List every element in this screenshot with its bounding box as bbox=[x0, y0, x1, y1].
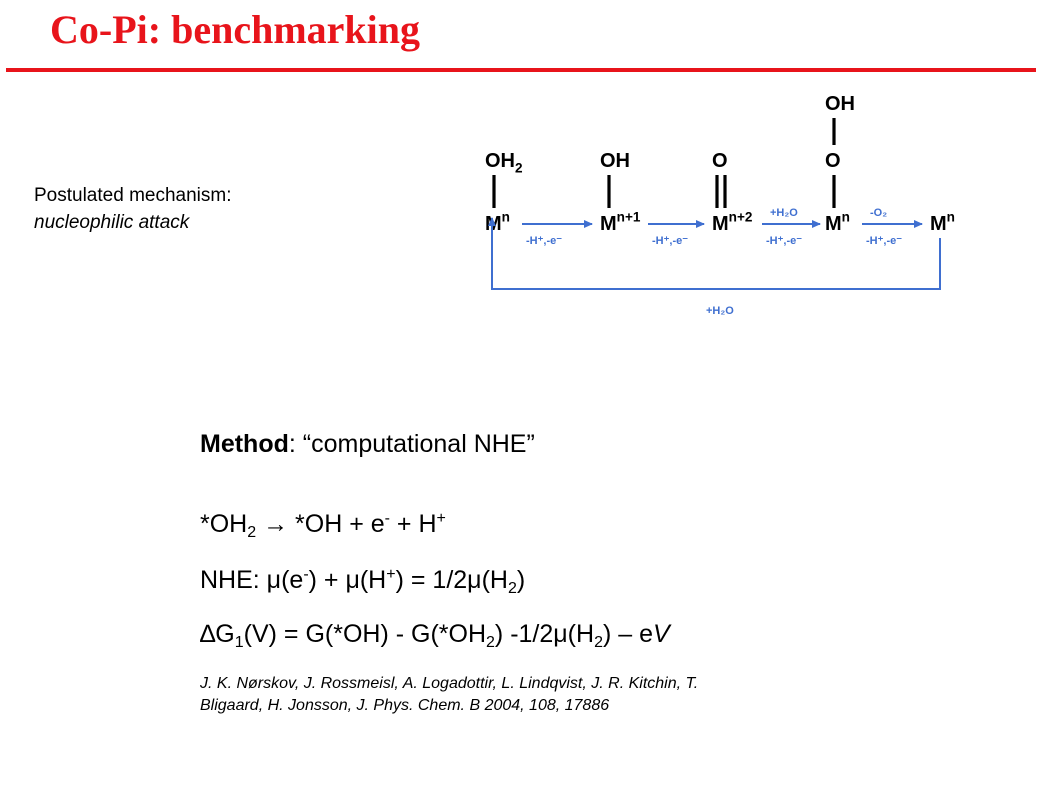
reaction-scheme bbox=[470, 82, 970, 327]
mechanism-caption-line1: Postulated mechanism: bbox=[34, 185, 232, 206]
ligand-label-2: OH bbox=[825, 93, 855, 115]
title-underline bbox=[6, 68, 1036, 72]
eq2-part: ) = 1/2μ(H bbox=[395, 566, 508, 594]
method-text: : “computational NHE” bbox=[288, 430, 535, 458]
eq2-sub: 2 bbox=[507, 580, 517, 597]
eq1-sup: + bbox=[436, 510, 446, 527]
species-4 bbox=[825, 93, 855, 235]
eq1-part: + H bbox=[389, 510, 437, 538]
reference bbox=[200, 673, 820, 717]
step-arrow-3 bbox=[762, 207, 820, 247]
eq2-sup: - bbox=[303, 566, 309, 583]
mechanism-caption bbox=[34, 182, 232, 236]
eq3-sub: 1 bbox=[234, 634, 244, 651]
return-label: +H₂O bbox=[706, 305, 734, 317]
ligand-label: OH bbox=[600, 150, 630, 172]
step-label-below: -H⁺,-e⁻ bbox=[866, 235, 903, 247]
eq1-sub: 2 bbox=[247, 524, 257, 541]
metal-label: $M^n$ bbox=[825, 209, 850, 235]
eq2-part: ) + μ(H bbox=[308, 566, 387, 594]
step-label-above: +H₂O bbox=[770, 207, 798, 219]
step-arrow-4 bbox=[862, 207, 922, 247]
species-2 bbox=[600, 150, 641, 235]
species-3 bbox=[712, 150, 753, 235]
ligand-label: O bbox=[712, 150, 728, 172]
step-arrow-2 bbox=[648, 224, 704, 247]
eq1-part: → *OH + e bbox=[256, 510, 385, 538]
equation-3 bbox=[200, 620, 670, 652]
step-label-below: -H⁺,-e⁻ bbox=[652, 235, 689, 247]
eq2-part: NHE: μ(e bbox=[200, 566, 304, 594]
metal-label: $M^n$ bbox=[930, 209, 955, 235]
eq3-italic: V bbox=[653, 620, 670, 648]
method-line bbox=[200, 430, 535, 459]
slide-title: Co-Pi: benchmarking bbox=[50, 7, 420, 52]
mechanism-caption-line2: nucleophilic attack bbox=[34, 212, 190, 233]
method-label: Method bbox=[200, 430, 289, 458]
metal-label: $M^{n+1}$ bbox=[600, 209, 641, 235]
step-arrow-1 bbox=[522, 224, 592, 247]
eq3-part: (V) = G(*OH) - G(*OH bbox=[243, 620, 487, 648]
ligand-label: O bbox=[825, 150, 841, 172]
eq3-part: ∆G bbox=[200, 620, 235, 648]
eq1-sup: - bbox=[384, 510, 390, 527]
species-5 bbox=[930, 210, 955, 235]
eq3-part: ) – e bbox=[602, 620, 653, 648]
equation-2 bbox=[200, 566, 525, 598]
reference-line2: Bligaard, H. Jonsson, J. Phys. Chem. B 2004, 108, 17886 bbox=[200, 697, 610, 714]
step-label-above: -O₂ bbox=[870, 207, 888, 219]
eq2-sup: + bbox=[386, 566, 396, 583]
species-1 bbox=[485, 150, 523, 235]
eq3-part: ) -1/2μ(H bbox=[494, 620, 595, 648]
ligand-label: $OH_2$ bbox=[485, 150, 523, 176]
eq3-sub: 2 bbox=[594, 634, 603, 651]
metal-label: $M^{n+2}$ bbox=[712, 209, 753, 235]
eq2-part: ) bbox=[516, 566, 526, 594]
eq3-sub: 2 bbox=[486, 634, 495, 651]
metal-label: $M^n$ bbox=[485, 209, 510, 235]
equation-1 bbox=[200, 510, 446, 542]
step-label-below: -H⁺,-e⁻ bbox=[526, 235, 563, 247]
eq1-part: *OH bbox=[200, 510, 248, 538]
step-label-below: -H⁺,-e⁻ bbox=[766, 235, 803, 247]
reference-line1: J. K. Nørskov, J. Rossmeisl, A. Logadottir, L. Lindqvist, J. R. Kitchin, T. bbox=[200, 675, 699, 692]
